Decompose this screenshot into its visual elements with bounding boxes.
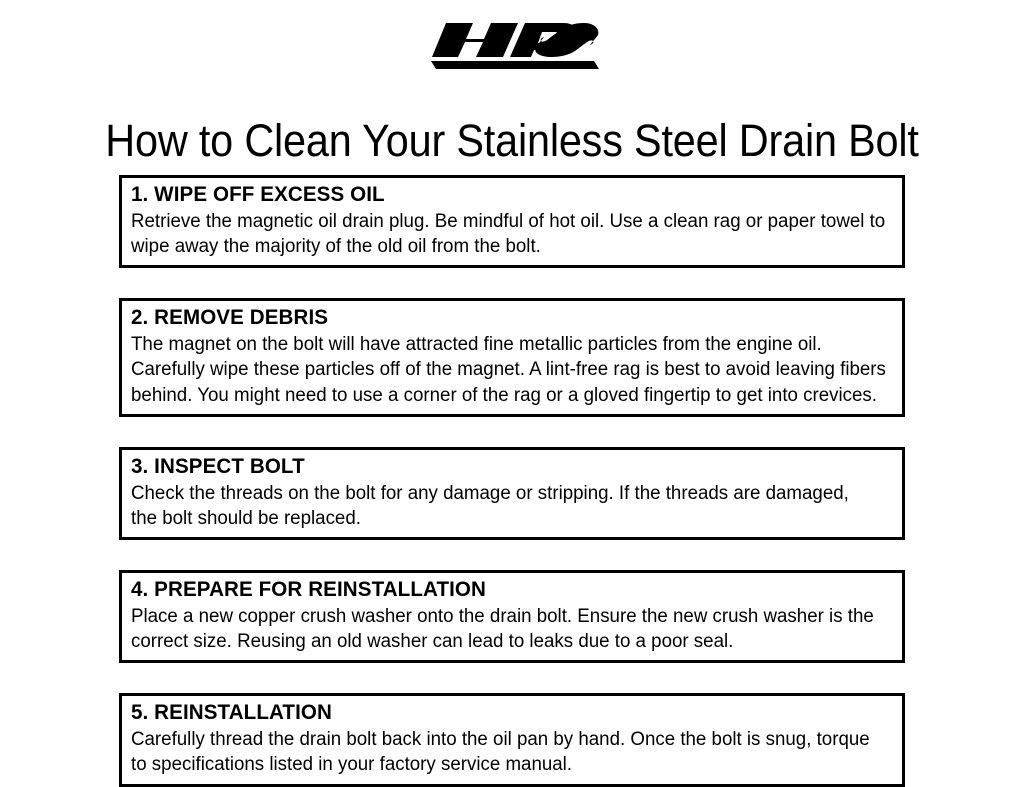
step-body-line: Check the threads on the bolt for any damage or stripping. If the threads are damaged, [131,482,849,504]
step-body-line: wipe away the majority of the old oil from the bolt. [131,236,541,258]
step-body-line: the bolt should be replaced. [131,507,361,529]
step-body-line: Carefully wipe these particles off of the magnet. A lint-free rag is best to avoid leaving fibers [131,359,886,381]
step-box-3 [119,447,905,540]
steps-list [119,175,905,787]
step-body [131,481,882,532]
step-heading: 1. WIPE OFF EXCESS OIL [131,183,385,206]
step-body-line: The magnet on the bolt will have attracted fine metallic particles from the engine oil. [131,334,822,356]
step-body-line: correct size. Reusing an old washer can lead to leaks due to a poor seal. [131,631,734,653]
page-title: How to Clean Your Stainless Steel Drain Bolt [105,115,919,167]
step-body-line: Place a new copper crush washer onto the drain bolt. Ensure the new crush washer is the [131,605,874,627]
step-box-2 [119,298,905,417]
step-body [131,604,882,655]
step-box-1 [119,175,905,268]
step-heading: 4. PREPARE FOR REINSTALLATION [131,578,487,602]
step-body [131,332,886,408]
step-body-line: to specifications listed in your factory service manual. [131,754,573,776]
hps-logo-icon [424,21,600,73]
brand-logo [0,18,1024,76]
step-body-line: Carefully thread the drain bolt back into the oil pan by hand. Once the bolt is snug, torque [131,729,870,751]
step-box-4 [119,570,905,663]
step-body [131,209,886,260]
step-body-line: behind. You might need to use a corner of the rag or a gloved fingertip to get into crevices. [131,384,877,406]
step-heading: 5. REINSTALLATION [131,701,332,725]
step-body [131,727,882,778]
step-heading: 3. INSPECT BOLT [131,454,305,478]
step-heading: 2. REMOVE DEBRIS [131,306,329,330]
step-box-5 [119,693,905,786]
step-body-line: Retrieve the magnetic oil drain plug. Be mindful of hot oil. Use a clean rag or paper towel to [131,210,886,232]
